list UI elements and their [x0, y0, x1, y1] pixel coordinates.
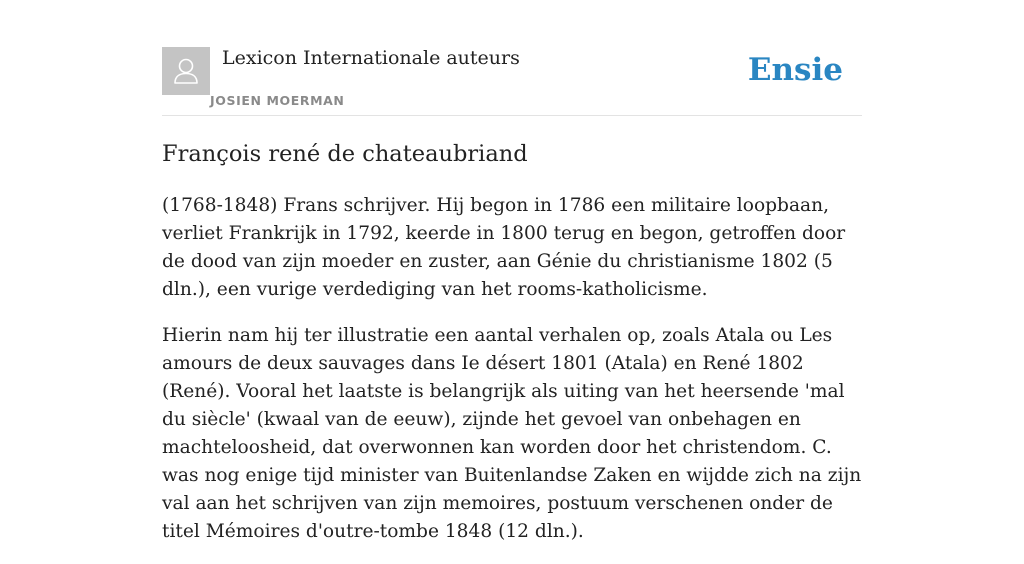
article-title: François rené de chateaubriand	[162, 141, 528, 167]
publication-name[interactable]: Lexicon Internationale auteurs	[222, 47, 520, 69]
article-container	[162, 0, 862, 542]
avatar[interactable]	[162, 47, 210, 95]
article-paragraph: Hierin nam hij ter illustratie een aantal verhalen op, zoals Atala ou Les amours de deux sauvages dans Ie désert 1801 (Atala) en René 1802 (René). Vooral het laatste is belangrijk als uiting van het heersende 'mal du siècle' (kwaal van de eeuw), zijnde het gevoel van onbehagen en machteloosheid, dat overwonnen kan worden door het christendom. C. was nog enige tijd minister van Buitenlandse Zaken en wijdde zich na zijn val aan het schrijven van zijn memoires, postuum verschenen onder de titel Mémoires d'outre-tombe 1848 (12 dln.).	[162, 325, 862, 542]
article-paragraph: (1768-1848) Frans schrijver. Hij begon in 1786 een militaire loopbaan, verliet Frankrijk in 1792, keerde in 1800 terug en begon, getroffen door de dood van zijn moeder en zuster, aan Génie du christianisme 1802 (5 dln.), een vurige verdediging van het rooms-katholicisme.	[162, 195, 846, 300]
user-silhouette-icon	[162, 47, 210, 95]
article-body	[162, 192, 862, 564]
article-header	[162, 0, 862, 116]
brand-logo[interactable]: Ensie	[747, 52, 843, 88]
author-name[interactable]: JOSIEN MOERMAN	[210, 93, 345, 108]
